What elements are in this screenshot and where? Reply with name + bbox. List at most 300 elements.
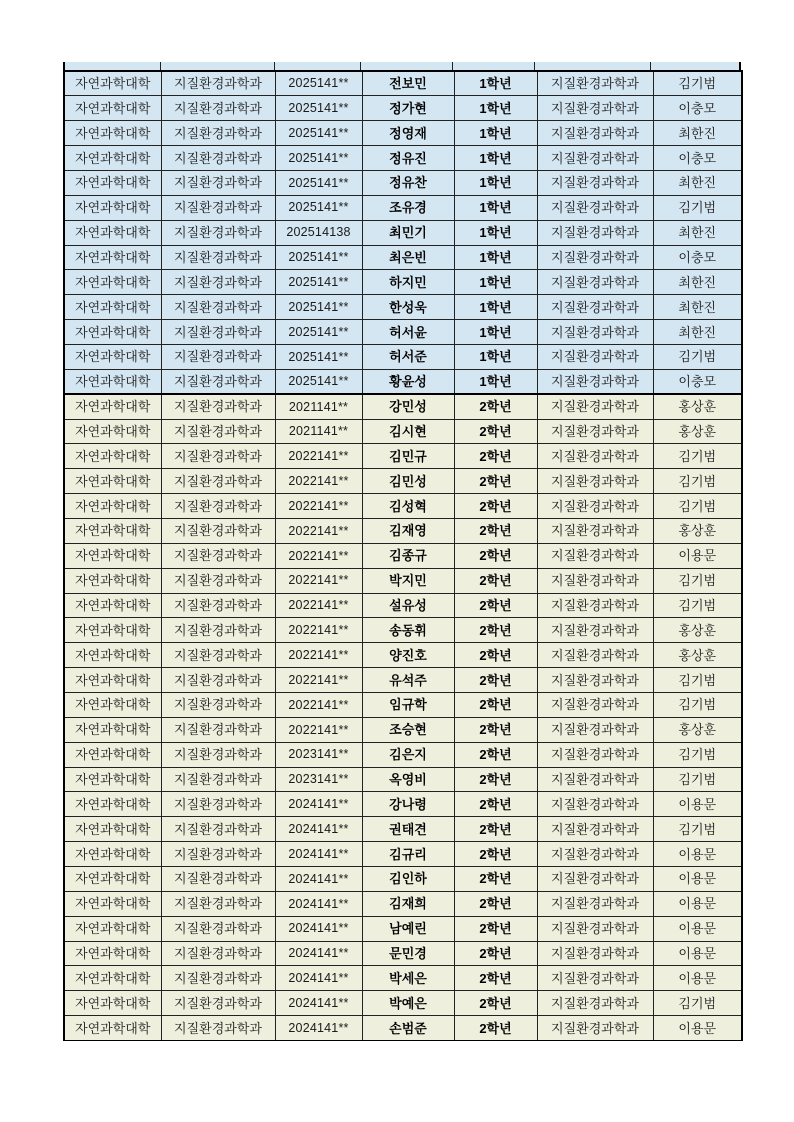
cell-student-id: 2025141** [275, 121, 362, 146]
cell-grade: 2학년 [454, 643, 537, 668]
cell-grade: 1학년 [454, 270, 537, 295]
cell-advisor-department: 지질환경과학과 [537, 543, 653, 568]
cell-grade: 2학년 [454, 717, 537, 742]
cell-advisor-department: 지질환경과학과 [537, 916, 653, 941]
table-row [64, 668, 742, 693]
cell-advisor-department: 지질환경과학과 [537, 394, 653, 419]
cell-student-id: 2024141** [275, 991, 362, 1016]
cell-advisor: 김기범 [653, 444, 742, 469]
table-row [64, 891, 742, 916]
cell-advisor: 이용문 [653, 792, 742, 817]
cell-grade: 1학년 [454, 96, 537, 121]
cell-college: 자연과학대학 [64, 518, 161, 543]
cell-name: 김민규 [362, 444, 454, 469]
cell-college: 자연과학대학 [64, 717, 161, 742]
table-row [64, 767, 742, 792]
table-row [64, 96, 742, 121]
cell-department: 지질환경과학과 [161, 767, 275, 792]
cell-grade: 2학년 [454, 692, 537, 717]
clipped-cell-college [65, 62, 161, 70]
cell-advisor: 홍상훈 [653, 717, 742, 742]
cell-student-id: 2025141** [275, 295, 362, 320]
cell-grade: 1학년 [454, 195, 537, 220]
cell-department: 지질환경과학과 [161, 668, 275, 693]
table-row [64, 543, 742, 568]
cell-name: 남예린 [362, 916, 454, 941]
table-row [64, 593, 742, 618]
cell-grade: 2학년 [454, 568, 537, 593]
cell-department: 지질환경과학과 [161, 966, 275, 991]
cell-name: 최민기 [362, 220, 454, 245]
table-row [64, 941, 742, 966]
cell-college: 자연과학대학 [64, 270, 161, 295]
cell-department: 지질환경과학과 [161, 792, 275, 817]
cell-advisor-department: 지질환경과학과 [537, 494, 653, 519]
cell-college: 자연과학대학 [64, 121, 161, 146]
cell-grade: 2학년 [454, 991, 537, 1016]
student-roster-table [63, 70, 743, 1041]
cell-name: 문민경 [362, 941, 454, 966]
cell-advisor-department: 지질환경과학과 [537, 146, 653, 171]
cell-grade: 1학년 [454, 320, 537, 345]
clipped-cell-name [361, 62, 452, 70]
cell-advisor: 최한진 [653, 220, 742, 245]
cell-advisor-department: 지질환경과학과 [537, 71, 653, 96]
cell-name: 정가현 [362, 96, 454, 121]
table-row [64, 170, 742, 195]
cell-name: 하지민 [362, 270, 454, 295]
cell-advisor: 김기범 [653, 593, 742, 618]
cell-advisor: 김기범 [653, 494, 742, 519]
cell-name: 전보민 [362, 71, 454, 96]
cell-grade: 1학년 [454, 344, 537, 369]
table-row [64, 270, 742, 295]
cell-college: 자연과학대학 [64, 916, 161, 941]
cell-college: 자연과학대학 [64, 767, 161, 792]
cell-name: 김규리 [362, 842, 454, 867]
table-row [64, 991, 742, 1016]
table-row [64, 245, 742, 270]
cell-advisor: 김기범 [653, 469, 742, 494]
cell-grade: 2학년 [454, 543, 537, 568]
cell-name: 김재희 [362, 891, 454, 916]
cell-student-id: 202514138 [275, 220, 362, 245]
cell-department: 지질환경과학과 [161, 593, 275, 618]
cell-grade: 1학년 [454, 245, 537, 270]
cell-advisor-department: 지질환경과학과 [537, 593, 653, 618]
cell-department: 지질환경과학과 [161, 742, 275, 767]
cell-advisor: 이충모 [653, 245, 742, 270]
cell-advisor-department: 지질환경과학과 [537, 96, 653, 121]
cell-name: 강민성 [362, 394, 454, 419]
cell-department: 지질환경과학과 [161, 195, 275, 220]
cell-college: 자연과학대학 [64, 1016, 161, 1041]
table-row [64, 916, 742, 941]
cell-grade: 2학년 [454, 966, 537, 991]
table-row [64, 1016, 742, 1041]
cell-name: 김민성 [362, 469, 454, 494]
cell-grade: 2학년 [454, 1016, 537, 1041]
cell-name: 김인하 [362, 867, 454, 892]
cell-student-id: 2021141** [275, 394, 362, 419]
cell-grade: 2학년 [454, 941, 537, 966]
cell-advisor-department: 지질환경과학과 [537, 419, 653, 444]
cell-department: 지질환경과학과 [161, 494, 275, 519]
cell-advisor-department: 지질환경과학과 [537, 121, 653, 146]
cell-college: 자연과학대학 [64, 543, 161, 568]
cell-department: 지질환경과학과 [161, 220, 275, 245]
cell-student-id: 2022141** [275, 692, 362, 717]
cell-advisor: 이용문 [653, 916, 742, 941]
cell-student-id: 2022141** [275, 618, 362, 643]
cell-advisor: 김기범 [653, 195, 742, 220]
cell-grade: 2학년 [454, 817, 537, 842]
table-row [64, 394, 742, 419]
cell-advisor: 김기범 [653, 568, 742, 593]
cell-grade: 1학년 [454, 369, 537, 394]
cell-name: 김성혁 [362, 494, 454, 519]
cell-grade: 2학년 [454, 394, 537, 419]
cell-name: 설유성 [362, 593, 454, 618]
cell-name: 김은지 [362, 742, 454, 767]
cell-department: 지질환경과학과 [161, 245, 275, 270]
cell-college: 자연과학대학 [64, 891, 161, 916]
cell-advisor-department: 지질환경과학과 [537, 717, 653, 742]
cell-student-id: 2025141** [275, 195, 362, 220]
clipped-row-fragment [63, 62, 741, 70]
table-row [64, 817, 742, 842]
cell-advisor-department: 지질환경과학과 [537, 966, 653, 991]
cell-advisor-department: 지질환경과학과 [537, 518, 653, 543]
cell-advisor: 홍상훈 [653, 394, 742, 419]
cell-college: 자연과학대학 [64, 195, 161, 220]
cell-college: 자연과학대학 [64, 991, 161, 1016]
cell-college: 자연과학대학 [64, 469, 161, 494]
cell-name: 허서준 [362, 344, 454, 369]
cell-grade: 1학년 [454, 170, 537, 195]
cell-advisor-department: 지질환경과학과 [537, 692, 653, 717]
table-row [64, 369, 742, 394]
cell-student-id: 2025141** [275, 170, 362, 195]
cell-advisor: 홍상훈 [653, 643, 742, 668]
cell-advisor-department: 지질환경과학과 [537, 991, 653, 1016]
cell-grade: 2학년 [454, 518, 537, 543]
cell-grade: 1학년 [454, 220, 537, 245]
cell-advisor: 김기범 [653, 668, 742, 693]
cell-college: 자연과학대학 [64, 96, 161, 121]
cell-department: 지질환경과학과 [161, 643, 275, 668]
cell-name: 정유찬 [362, 170, 454, 195]
cell-department: 지질환경과학과 [161, 419, 275, 444]
table-row [64, 444, 742, 469]
cell-advisor-department: 지질환경과학과 [537, 742, 653, 767]
cell-student-id: 2025141** [275, 344, 362, 369]
cell-name: 정영재 [362, 121, 454, 146]
cell-grade: 2학년 [454, 742, 537, 767]
cell-student-id: 2024141** [275, 916, 362, 941]
cell-grade: 1학년 [454, 121, 537, 146]
cell-college: 자연과학대학 [64, 668, 161, 693]
cell-college: 자연과학대학 [64, 344, 161, 369]
cell-advisor: 김기범 [653, 817, 742, 842]
cell-name: 최은빈 [362, 245, 454, 270]
cell-student-id: 2022141** [275, 494, 362, 519]
cell-grade: 1학년 [454, 295, 537, 320]
table-row [64, 494, 742, 519]
cell-advisor-department: 지질환경과학과 [537, 320, 653, 345]
cell-college: 자연과학대학 [64, 245, 161, 270]
cell-student-id: 2025141** [275, 320, 362, 345]
table-row [64, 518, 742, 543]
cell-college: 자연과학대학 [64, 842, 161, 867]
cell-department: 지질환경과학과 [161, 1016, 275, 1041]
cell-college: 자연과학대학 [64, 146, 161, 171]
cell-advisor-department: 지질환경과학과 [537, 170, 653, 195]
cell-department: 지질환경과학과 [161, 270, 275, 295]
cell-college: 자연과학대학 [64, 220, 161, 245]
cell-student-id: 2022141** [275, 568, 362, 593]
cell-advisor-department: 지질환경과학과 [537, 469, 653, 494]
cell-department: 지질환경과학과 [161, 543, 275, 568]
cell-college: 자연과학대학 [64, 618, 161, 643]
cell-advisor: 김기범 [653, 767, 742, 792]
cell-name: 김시현 [362, 419, 454, 444]
table-row [64, 568, 742, 593]
cell-student-id: 2023141** [275, 767, 362, 792]
cell-grade: 1학년 [454, 146, 537, 171]
cell-name: 정유진 [362, 146, 454, 171]
cell-student-id: 2024141** [275, 792, 362, 817]
cell-name: 김재영 [362, 518, 454, 543]
cell-student-id: 2024141** [275, 842, 362, 867]
cell-grade: 1학년 [454, 71, 537, 96]
cell-grade: 2학년 [454, 419, 537, 444]
cell-grade: 2학년 [454, 618, 537, 643]
cell-name: 박지민 [362, 568, 454, 593]
cell-student-id: 2022141** [275, 668, 362, 693]
student-roster-body [64, 71, 742, 1041]
cell-college: 자연과학대학 [64, 593, 161, 618]
cell-student-id: 2021141** [275, 419, 362, 444]
cell-advisor: 이용문 [653, 842, 742, 867]
cell-advisor-department: 지질환경과학과 [537, 245, 653, 270]
cell-department: 지질환경과학과 [161, 618, 275, 643]
cell-name: 강나령 [362, 792, 454, 817]
cell-advisor-department: 지질환경과학과 [537, 668, 653, 693]
cell-college: 자연과학대학 [64, 494, 161, 519]
cell-student-id: 2025141** [275, 369, 362, 394]
cell-college: 자연과학대학 [64, 867, 161, 892]
cell-name: 송동휘 [362, 618, 454, 643]
cell-college: 자연과학대학 [64, 941, 161, 966]
cell-department: 지질환경과학과 [161, 817, 275, 842]
cell-advisor: 김기범 [653, 71, 742, 96]
cell-name: 조승현 [362, 717, 454, 742]
cell-college: 자연과학대학 [64, 568, 161, 593]
cell-college: 자연과학대학 [64, 966, 161, 991]
cell-student-id: 2022141** [275, 469, 362, 494]
cell-grade: 2학년 [454, 792, 537, 817]
cell-advisor: 이충모 [653, 146, 742, 171]
cell-student-id: 2025141** [275, 245, 362, 270]
clipped-cell-advisor [651, 62, 739, 70]
cell-department: 지질환경과학과 [161, 518, 275, 543]
cell-department: 지질환경과학과 [161, 941, 275, 966]
cell-college: 자연과학대학 [64, 742, 161, 767]
table-row [64, 717, 742, 742]
cell-department: 지질환경과학과 [161, 568, 275, 593]
cell-advisor-department: 지질환경과학과 [537, 444, 653, 469]
cell-advisor: 홍상훈 [653, 518, 742, 543]
cell-college: 자연과학대학 [64, 792, 161, 817]
cell-advisor-department: 지질환경과학과 [537, 1016, 653, 1041]
table-row [64, 966, 742, 991]
cell-student-id: 2022141** [275, 593, 362, 618]
cell-advisor: 이용문 [653, 941, 742, 966]
table-row [64, 742, 742, 767]
table-row [64, 320, 742, 345]
cell-grade: 2학년 [454, 469, 537, 494]
cell-college: 자연과학대학 [64, 295, 161, 320]
cell-advisor-department: 지질환경과학과 [537, 767, 653, 792]
cell-grade: 2학년 [454, 593, 537, 618]
cell-department: 지질환경과학과 [161, 320, 275, 345]
cell-advisor: 최한진 [653, 320, 742, 345]
cell-student-id: 2022141** [275, 518, 362, 543]
cell-advisor: 이용문 [653, 891, 742, 916]
cell-student-id: 2024141** [275, 941, 362, 966]
cell-name: 유석주 [362, 668, 454, 693]
cell-college: 자연과학대학 [64, 320, 161, 345]
cell-student-id: 2024141** [275, 891, 362, 916]
cell-name: 옥영비 [362, 767, 454, 792]
cell-student-id: 2022141** [275, 717, 362, 742]
cell-department: 지질환경과학과 [161, 170, 275, 195]
cell-student-id: 2024141** [275, 817, 362, 842]
cell-grade: 2학년 [454, 494, 537, 519]
cell-student-id: 2025141** [275, 146, 362, 171]
cell-advisor: 최한진 [653, 295, 742, 320]
cell-advisor: 이용문 [653, 966, 742, 991]
cell-college: 자연과학대학 [64, 170, 161, 195]
table-row [64, 195, 742, 220]
cell-college: 자연과학대학 [64, 444, 161, 469]
table-row [64, 643, 742, 668]
cell-college: 자연과학대학 [64, 643, 161, 668]
cell-advisor-department: 지질환경과학과 [537, 867, 653, 892]
cell-name: 양진호 [362, 643, 454, 668]
cell-advisor: 김기범 [653, 991, 742, 1016]
table-row [64, 295, 742, 320]
cell-name: 허서윤 [362, 320, 454, 345]
clipped-cell-grade [453, 62, 536, 70]
cell-grade: 2학년 [454, 891, 537, 916]
cell-name: 박예은 [362, 991, 454, 1016]
table-row [64, 618, 742, 643]
cell-advisor-department: 지질환경과학과 [537, 369, 653, 394]
clipped-cell-advisor-department [535, 62, 650, 70]
cell-grade: 2학년 [454, 767, 537, 792]
cell-advisor-department: 지질환경과학과 [537, 618, 653, 643]
cell-department: 지질환경과학과 [161, 916, 275, 941]
cell-department: 지질환경과학과 [161, 891, 275, 916]
table-row [64, 121, 742, 146]
cell-advisor-department: 지질환경과학과 [537, 220, 653, 245]
cell-advisor: 최한진 [653, 170, 742, 195]
cell-college: 자연과학대학 [64, 71, 161, 96]
table-row [64, 419, 742, 444]
table-row [64, 692, 742, 717]
table-row [64, 220, 742, 245]
cell-department: 지질환경과학과 [161, 867, 275, 892]
cell-name: 손범준 [362, 1016, 454, 1041]
cell-college: 자연과학대학 [64, 692, 161, 717]
cell-advisor-department: 지질환경과학과 [537, 792, 653, 817]
cell-student-id: 2024141** [275, 1016, 362, 1041]
cell-grade: 2학년 [454, 916, 537, 941]
cell-advisor-department: 지질환경과학과 [537, 344, 653, 369]
cell-department: 지질환경과학과 [161, 146, 275, 171]
cell-department: 지질환경과학과 [161, 717, 275, 742]
cell-student-id: 2022141** [275, 643, 362, 668]
table-row [64, 842, 742, 867]
cell-college: 자연과학대학 [64, 369, 161, 394]
table-row [64, 71, 742, 96]
cell-college: 자연과학대학 [64, 394, 161, 419]
cell-advisor-department: 지질환경과학과 [537, 270, 653, 295]
cell-grade: 2학년 [454, 867, 537, 892]
cell-name: 권태견 [362, 817, 454, 842]
table-row [64, 867, 742, 892]
cell-college: 자연과학대학 [64, 817, 161, 842]
cell-advisor-department: 지질환경과학과 [537, 842, 653, 867]
cell-name: 김종규 [362, 543, 454, 568]
cell-advisor-department: 지질환경과학과 [537, 891, 653, 916]
cell-department: 지질환경과학과 [161, 96, 275, 121]
cell-department: 지질환경과학과 [161, 121, 275, 146]
cell-advisor: 김기범 [653, 692, 742, 717]
cell-name: 임규학 [362, 692, 454, 717]
cell-advisor-department: 지질환경과학과 [537, 817, 653, 842]
cell-department: 지질환경과학과 [161, 295, 275, 320]
cell-college: 자연과학대학 [64, 419, 161, 444]
cell-student-id: 2025141** [275, 270, 362, 295]
clipped-cell-department [161, 62, 274, 70]
cell-advisor: 이충모 [653, 96, 742, 121]
cell-grade: 2학년 [454, 842, 537, 867]
cell-student-id: 2025141** [275, 71, 362, 96]
cell-advisor: 이충모 [653, 369, 742, 394]
cell-student-id: 2023141** [275, 742, 362, 767]
cell-advisor-department: 지질환경과학과 [537, 295, 653, 320]
cell-advisor: 최한진 [653, 270, 742, 295]
cell-department: 지질환경과학과 [161, 344, 275, 369]
table-row [64, 344, 742, 369]
cell-advisor: 이용문 [653, 867, 742, 892]
cell-department: 지질환경과학과 [161, 842, 275, 867]
cell-department: 지질환경과학과 [161, 469, 275, 494]
cell-student-id: 2024141** [275, 867, 362, 892]
cell-advisor: 최한진 [653, 121, 742, 146]
cell-student-id: 2024141** [275, 966, 362, 991]
cell-grade: 2학년 [454, 444, 537, 469]
cell-advisor: 이용문 [653, 1016, 742, 1041]
cell-department: 지질환경과학과 [161, 369, 275, 394]
cell-advisor-department: 지질환경과학과 [537, 643, 653, 668]
cell-advisor-department: 지질환경과학과 [537, 195, 653, 220]
table-row [64, 469, 742, 494]
cell-grade: 2학년 [454, 668, 537, 693]
